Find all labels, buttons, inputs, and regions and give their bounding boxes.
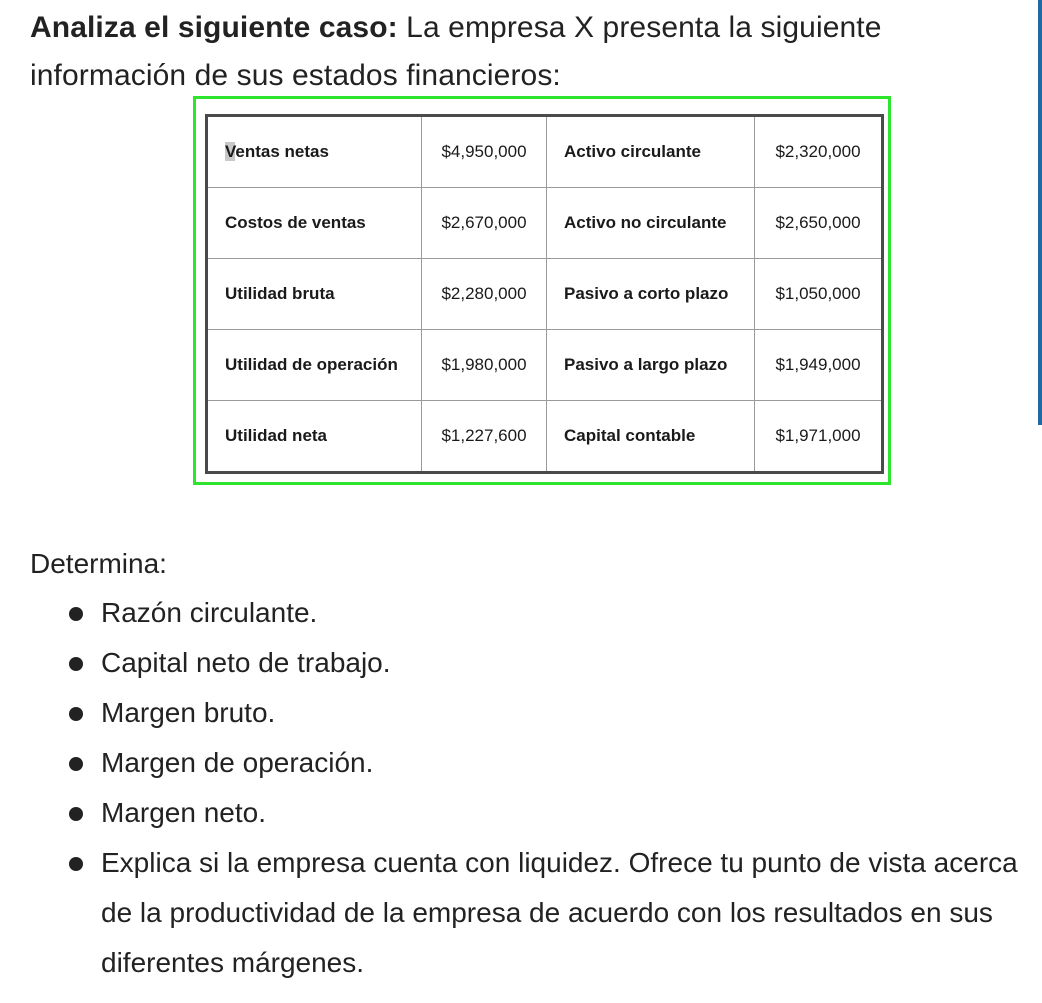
list-item-text: Margen de operación. [101,747,374,778]
list-item [0,788,1042,838]
table-cell-value: $2,670,000 [422,188,547,259]
table-row [207,259,883,330]
task-list [0,588,1042,988]
list-item [0,838,1042,988]
table-cell-label: Activo no circulante [547,188,755,259]
list-item [0,738,1042,788]
table-row [207,330,883,401]
scroll-edge-bar [1038,0,1042,425]
list-item-text: Explica si la empresa cuenta con liquidez. Ofrece tu punto de vista acerca de la productividad de la empresa de acuerdo con los resultados en sus diferentes márgenes. [101,847,1018,978]
bullet-icon [69,607,83,621]
bullet-icon [69,857,83,871]
table-cell-value: $1,971,000 [755,401,883,473]
table-row [207,188,883,259]
table-cell-value: $1,227,600 [422,401,547,473]
list-item-text: Margen neto. [101,797,266,828]
table-cell-value: $4,950,000 [422,116,547,188]
table-cell-value: $1,980,000 [422,330,547,401]
table-cell-label: Utilidad neta [207,401,422,473]
bullet-icon [69,657,83,671]
table-cell-label: Utilidad bruta [207,259,422,330]
list-item-text: Capital neto de trabajo. [101,647,391,678]
table-row [207,401,883,473]
bullet-icon [69,707,83,721]
table-cell-value: $1,949,000 [755,330,883,401]
table-row [207,116,883,188]
case-intro-text: La empresa X presenta la siguiente información de sus estados financieros: [30,11,882,92]
table-cell-value: $2,320,000 [755,116,883,188]
table-cell-label: Activo circulante [547,116,755,188]
list-item [0,638,1042,688]
bullet-icon [69,807,83,821]
list-item-text: Margen bruto. [101,697,276,728]
selection-highlight: V [225,142,236,161]
table-cell-label: Pasivo a largo plazo [547,330,755,401]
table-highlight-frame [193,96,891,485]
table-cell-label: Utilidad de operación [207,330,422,401]
table-cell-value: $2,280,000 [422,259,547,330]
bullet-icon [69,757,83,771]
table-cell-label: Pasivo a corto plazo [547,259,755,330]
table-cell-label: Costos de ventas [207,188,422,259]
table-cell-label: Capital contable [547,401,755,473]
table-cell-value: $1,050,000 [755,259,883,330]
determina-heading: Determina: [30,548,167,579]
list-item [0,588,1042,638]
table-cell-value: $2,650,000 [755,188,883,259]
list-item [0,688,1042,738]
case-intro [30,4,1030,100]
table-cell-label-rest: entas netas [235,142,329,161]
financial-table [205,114,884,474]
list-item-text: Razón circulante. [101,597,318,628]
table-cell-label [207,116,422,188]
case-intro-lead: Analiza el siguiente caso: [30,11,398,44]
